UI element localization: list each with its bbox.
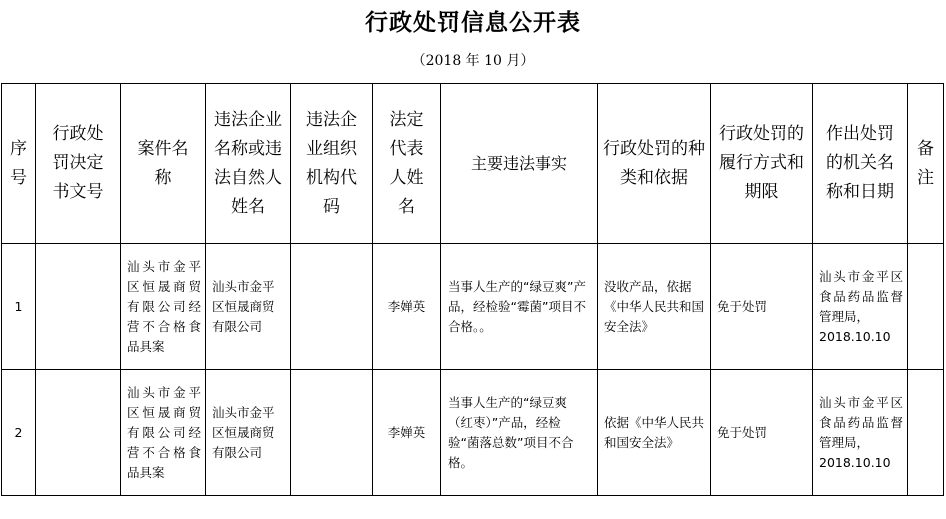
header-index: 序号: [2, 84, 36, 244]
row-penalty: 没收产品，依据《中华人民共和国安全法》: [598, 244, 711, 370]
row-penalty: 依据《中华人民共和国安全法》: [598, 370, 711, 496]
row-violator: 汕头市金平区恒晟商贸有限公司: [206, 370, 291, 496]
row-decision-no: [36, 370, 121, 496]
row-authority-name: 汕头市金平区食品药品监督管理局，: [819, 268, 903, 324]
table-row: [2, 370, 944, 496]
header-remark: 备注: [908, 84, 944, 244]
header-penalty: 行政处罚的种类和依据: [598, 84, 711, 244]
row-legal-rep: 李婵英: [373, 370, 441, 496]
header-facts: 主要违法事实: [441, 84, 598, 244]
row-facts: 当事人生产的“绿豆爽（红枣）”产品，经检验“菌落总数”项目不合格。: [441, 370, 598, 496]
row-legal-rep: 李婵英: [373, 244, 441, 370]
header-legal-rep: 法定代表人姓名: [373, 84, 441, 244]
row-execution: 免于处罚: [711, 370, 813, 496]
row-decision-no: [36, 244, 121, 370]
row-remark: [908, 244, 944, 370]
row-authority: [813, 370, 908, 496]
header-org-code: 违法企业组织机构代码: [291, 84, 373, 244]
row-index: 2: [2, 370, 36, 496]
penalty-table: [1, 83, 944, 496]
table-row: [2, 244, 944, 370]
row-org-code: [291, 244, 373, 370]
row-authority-date: 2018.10.10: [819, 328, 891, 344]
document-subtitle: （2018 年 10 月）: [411, 53, 535, 69]
row-index: 1: [2, 244, 36, 370]
row-authority: [813, 244, 908, 370]
header-row: [2, 84, 944, 244]
header-violator: 违法企业名称或违法自然人姓名: [206, 84, 291, 244]
row-org-code: [291, 370, 373, 496]
header-decision-no: 行政处罚决定书文号: [36, 84, 121, 244]
row-authority-date: 2018.10.10: [819, 454, 891, 470]
header-execution: 行政处罚的履行方式和期限: [711, 84, 813, 244]
header-case-name: 案件名称: [121, 84, 206, 244]
row-authority-name: 汕头市金平区食品药品监督管理局，: [819, 394, 903, 450]
row-remark: [908, 370, 944, 496]
document-title: 行政处罚信息公开表: [365, 10, 581, 36]
header-authority: 作出处罚的机关名称和日期: [813, 84, 908, 244]
row-case-name: 汕头市金平区恒晟商贸有限公司经营不合格食品具案: [121, 244, 206, 370]
row-facts: 当事人生产的“绿豆爽”产品，经检验“霉菌”项目不合格。。: [441, 244, 598, 370]
row-case-name: 汕头市金平区恒晟商贸有限公司经营不合格食品具案: [121, 370, 206, 496]
row-violator: 汕头市金平区恒晟商贸有限公司: [206, 244, 291, 370]
row-execution: 免于处罚: [711, 244, 813, 370]
